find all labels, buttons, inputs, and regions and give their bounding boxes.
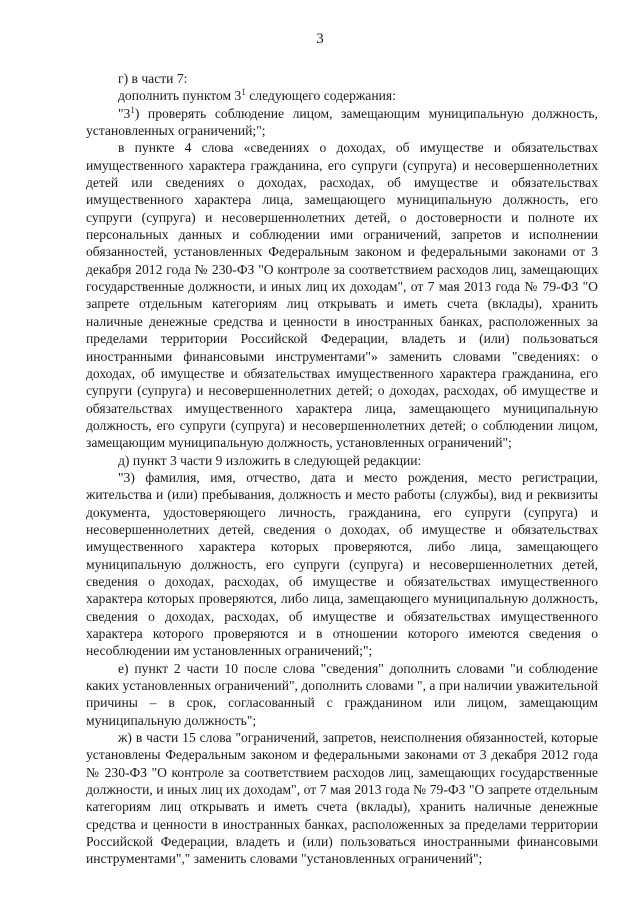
paragraph-point-4: в пункте 4 слова «сведениях о доходах, об имуществе и обязательствах имущественного характера гражданина, его супруги (супруга) и несовершеннолетних детей или сведениях о доходах, расходах, об имуществе и обязательствах имущественного характера лица, замещающего муниципальную должность, его супруги (супруга) и несовершеннолетних детей, о достоверности и полноте их персональных данных и соблюдении ими ограничений, запретов и исполнении обязанностей, установленных Федеральным законом и федеральными законами от 3 декабря 2012 года № 230-ФЗ "О контроле за соответствием расходов лиц, замещающих государственные должности, и иных лиц их доходам", от 7 мая 2013 года № 79-ФЗ "О запрете отдельным категориям лиц открывать и иметь счета (вклады), хранить наличные денежные средства и ценности в иностранных банках, расположенных за пределами территории Российской Федерации, владеть и (или) пользоваться иностранными финансовыми инструментами"» заменить словами "сведениях: о доходах, об имуществе и обязательствах имущественного характера гражданина, его супруги (супруга) и несовершеннолетних детей; о доходах, расходах, об имуществе и обязательствах имущественного характера лица, замещающего муниципальную должность, его супруги (супруга) и несовершеннолетних детей; о соблюдении лицом, замещающим муниципальную должность, установленных ограничений"; <box>86 140 598 451</box>
paragraph-e: е) пункт 2 части 10 после слова "сведения" дополнить словами "и соблюдение каких установленных ограничений", дополнить словами ", а при наличии уважительной причины – в срок, согласованный с гражданином или лицом, замещающим муниципальную должность"; <box>86 660 598 728</box>
paragraph-point-3-new: "3) фамилия, имя, отчество, дата и место рождения, место регистрации, жительства и (или) пребывания, должность и место работы (службы), вид и реквизиты документа, удостоверяющего личность, гражданина, его супруги (супруга) и несовершеннолетних детей, сведения о доходах, об имуществе и обязательствах имущественного характера которых проверяются, либо лица, замещающего муниципальную должность, его супруги (супруга) и несовершеннолетних детей, сведения о доходах, расходах, об имуществе и обязательствах имущественного характера которых проверяются, либо лица, замещающего муниципальную должность, сведения о доходах, расходах, об имуществе и обязательствах имущественного характера которого проверяются и в отношении которого имеются сведения о несоблюдении им установленных ограничений;"; <box>86 469 598 659</box>
paragraph-add-point-text: дополнить пунктом 3 <box>118 88 242 104</box>
page-number: 3 <box>316 31 324 47</box>
document-body <box>86 70 598 868</box>
superscript-index: 1 <box>130 104 135 115</box>
superscript-index: 1 <box>241 87 246 98</box>
paragraph-point-3-1-tail: ) проверять соблюдение лицом, замещающим муниципальную должность, установленных ограничений;"; <box>86 105 598 139</box>
paragraph-zh: ж) в части 15 слова "ограничений, запретов, неисполнения обязанностей, которые установлены Федеральным законом и федеральными законами от 3 декабря 2012 года № 230-ФЗ "О контроле за соответствием расходов лиц, замещающих государственные должности, и иных лиц их доходам", от 7 мая 2013 года № 79-ФЗ "О запрете отдельным категориям лиц открывать и иметь счета (вклады), хранить наличные денежные средства и ценности в иностранных банках, расположенных за пределами территории Российской Федерации, владеть и (или) пользоваться иностранными финансовыми инструментами"," заменить словами "установленных ограничений"; <box>86 730 598 867</box>
paragraph-point-3-1 <box>86 105 598 140</box>
paragraph-add-point <box>86 87 598 104</box>
paragraph-add-point-tail: следующего содержания: <box>245 88 396 104</box>
paragraph-d-heading: д) пункт 3 части 9 изложить в следующей редакции: <box>118 452 422 468</box>
paragraph-g-heading: г) в части 7: <box>118 71 188 86</box>
paragraph-point-3-1-text: "3 <box>118 105 131 121</box>
